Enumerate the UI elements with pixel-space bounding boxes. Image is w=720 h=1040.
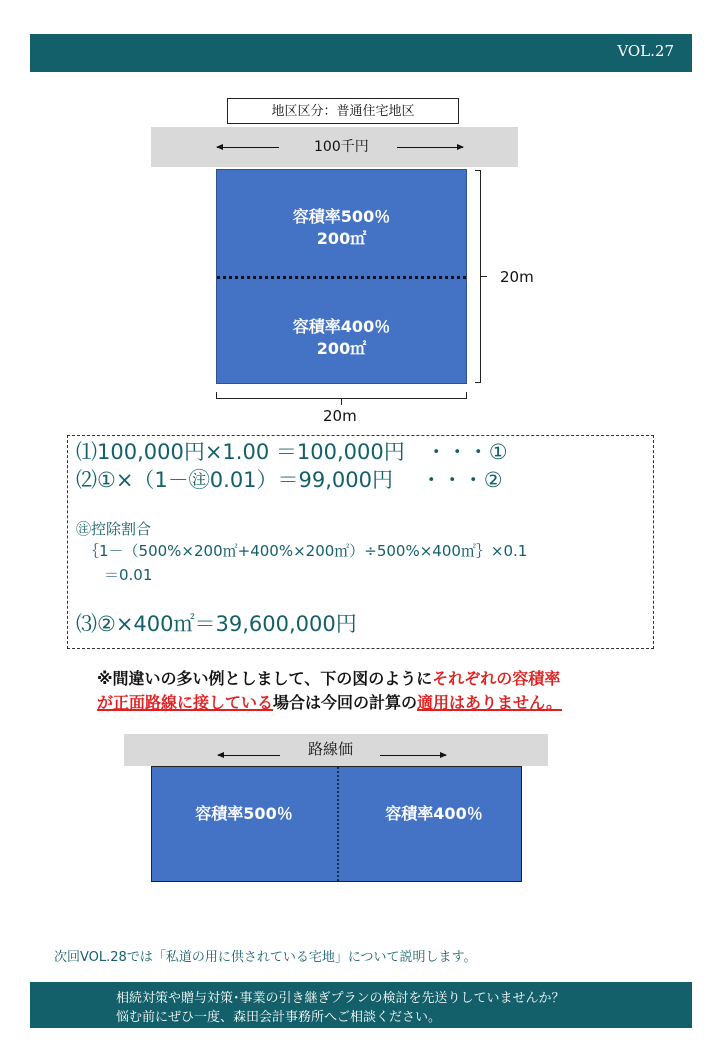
front-road bbox=[151, 127, 518, 167]
warning-line-2 bbox=[97, 692, 562, 714]
frontage-bracket-tick bbox=[341, 399, 342, 405]
footer-line-1: 相続対策や贈与対策･事業の引き継ぎプランの検討を先送りしていませんか？ bbox=[116, 991, 565, 1006]
next-issue-note: 次回VOL.28では「私道の用に供されている宅地」について説明します。 bbox=[54, 950, 477, 965]
arrow-left-icon bbox=[217, 147, 279, 148]
arrow-right-icon bbox=[380, 755, 446, 756]
header-bar bbox=[30, 34, 692, 72]
road-price-label: 100千円 bbox=[314, 139, 369, 155]
deduction-note-title: ㊟控除割合 bbox=[76, 520, 152, 538]
calc-line-1: ⑴100,000円×1.00 ＝100,000円 ・・・① bbox=[76, 440, 508, 464]
deduction-result: ＝0.01 bbox=[104, 566, 153, 584]
frontage-label: 20m bbox=[323, 407, 357, 425]
warning-text-2: 場合は今回の計算の bbox=[273, 693, 418, 712]
calculation-box bbox=[67, 435, 654, 649]
footer-bar bbox=[30, 982, 692, 1028]
warning-emphasis-3: 適用はありません。 bbox=[417, 693, 562, 712]
calc-line-3: ⑶②×400㎡＝39,600,000円 bbox=[76, 612, 357, 636]
zone-left-ratio: 容積率500％ bbox=[195, 804, 293, 823]
district-label: 地区区分：普通住宅地区 bbox=[227, 98, 459, 124]
zone-right-ratio: 容積率400％ bbox=[385, 804, 483, 823]
arrow-right-icon bbox=[397, 147, 463, 148]
arrow-left-icon bbox=[218, 755, 280, 756]
warning-line-1 bbox=[97, 668, 560, 690]
footer-line-2: 悩む前にぜひ一度、森田会計事務所へご相談ください。 bbox=[116, 1010, 442, 1025]
lot-diagram-2 bbox=[151, 766, 522, 882]
depth-label: 20m bbox=[500, 268, 534, 286]
road-2 bbox=[124, 734, 548, 766]
zone-divider bbox=[217, 276, 466, 279]
zone-bottom-ratio: 容積率400％ bbox=[292, 317, 391, 336]
zone-top-area: 200㎡ bbox=[316, 229, 367, 248]
volume-number: VOL.27 bbox=[617, 42, 674, 60]
zone-divider-2 bbox=[337, 767, 339, 881]
warning-text-1: ※間違いの多い例としまして、下の図のように bbox=[97, 669, 433, 688]
deduction-formula: ｛1－（500%×200㎡+400%×200㎡）÷500%×400㎡｝×0.1 bbox=[84, 542, 528, 560]
depth-bracket-tick bbox=[481, 276, 487, 277]
lot-diagram bbox=[216, 169, 467, 384]
warning-emphasis-2: が正面路線に接している bbox=[97, 693, 274, 712]
zone-top-ratio: 容積率500％ bbox=[292, 207, 391, 226]
road-2-label: 路線価 bbox=[308, 740, 354, 758]
frontage-bracket bbox=[216, 392, 467, 399]
zone-bottom-area: 200㎡ bbox=[316, 339, 367, 358]
warning-emphasis-1: それぞれの容積率 bbox=[432, 669, 561, 688]
calc-line-2: ⑵①×（1－㊟0.01）＝99,000円 ・・・② bbox=[76, 468, 503, 492]
